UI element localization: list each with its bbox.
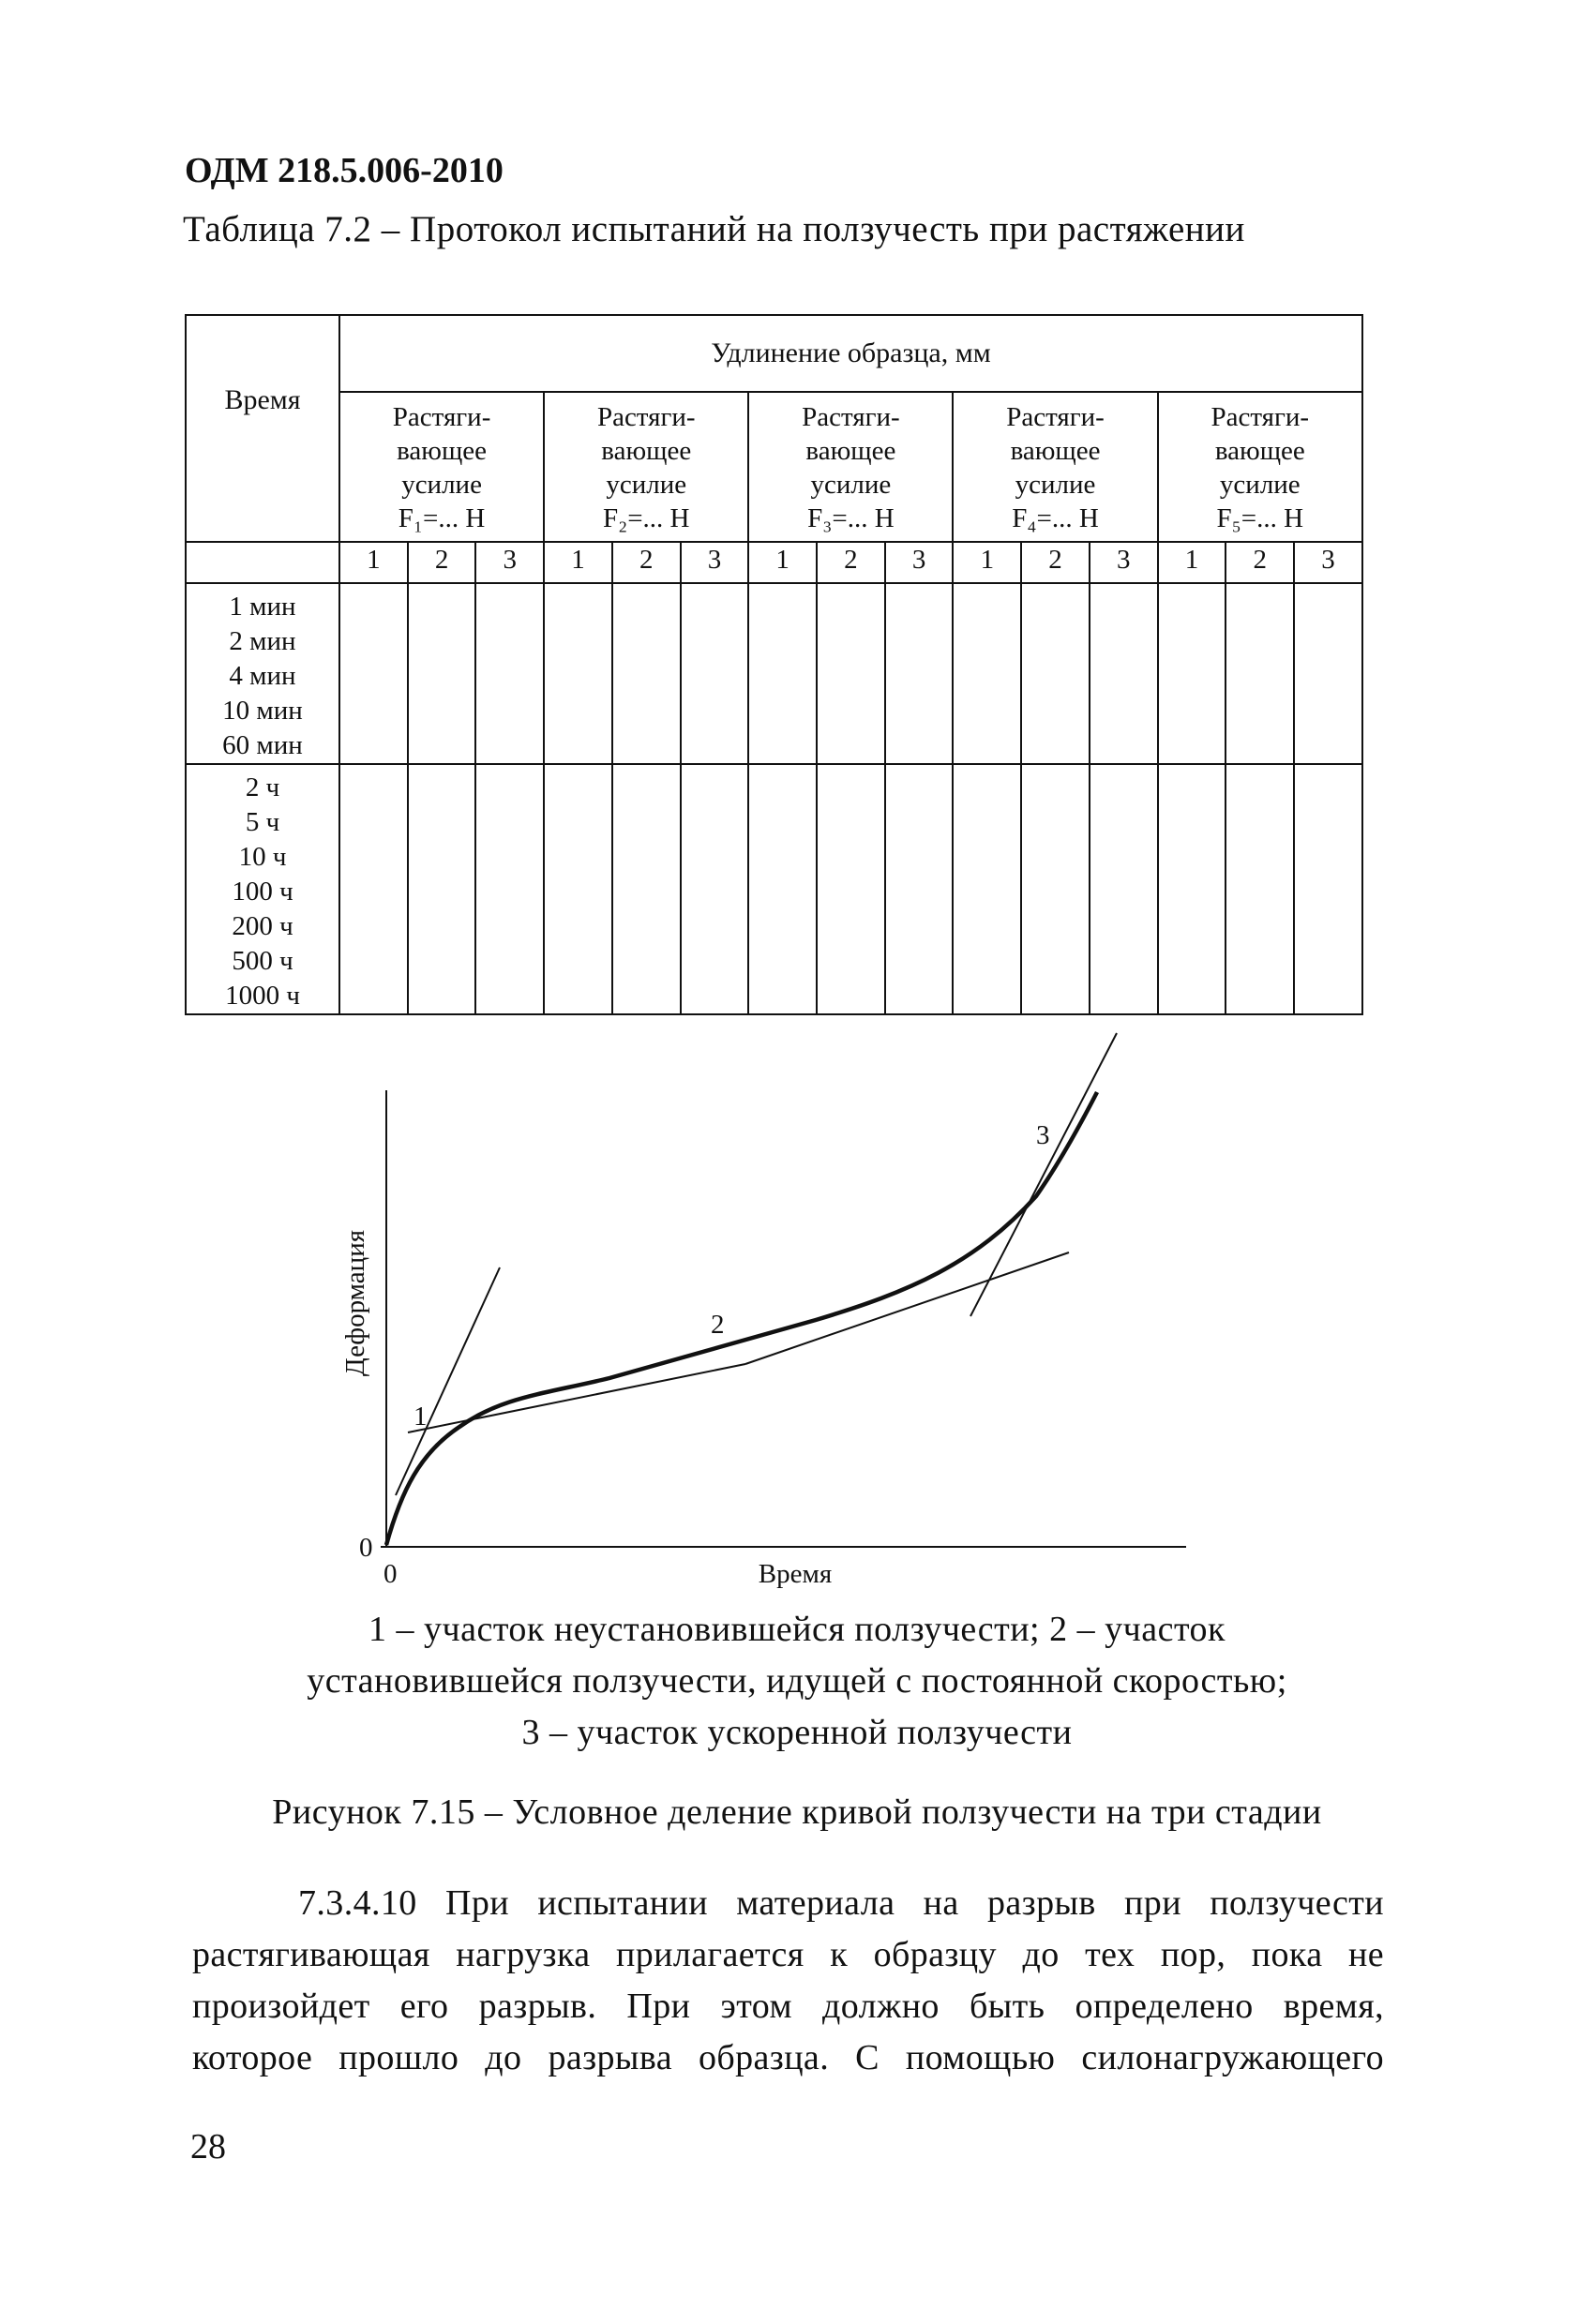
data-row-hours <box>186 764 1362 1014</box>
time-values-cell <box>186 583 339 764</box>
steady-creep-tangent <box>408 1364 745 1432</box>
sample-number-cell: 1 <box>544 542 612 583</box>
elongation-cell <box>1090 583 1158 764</box>
sample-number-cell: 2 <box>1021 542 1090 583</box>
time-value: 500 ч <box>232 946 293 976</box>
elongation-cell <box>1090 764 1158 1014</box>
force-header-row <box>186 392 1362 542</box>
force-label-line: усилие <box>1015 470 1096 500</box>
primary-creep-tangent <box>396 1267 500 1495</box>
table-header-row <box>186 315 1362 392</box>
sample-number-cell: 2 <box>1226 542 1294 583</box>
elongation-cell <box>1226 583 1294 764</box>
elongation-cell <box>1226 764 1294 1014</box>
force-value: F₅=... Н <box>1216 503 1304 533</box>
elongation-cell <box>475 583 544 764</box>
elongation-cell <box>953 764 1021 1014</box>
figure-legend-line: 3 – участок ускоренной ползучести <box>521 1713 1073 1752</box>
force-header-4 <box>953 392 1157 542</box>
sample-number-cell: 2 <box>408 542 476 583</box>
time-value: 1000 ч <box>225 981 300 1011</box>
sample-number-cell: 2 <box>612 542 681 583</box>
elongation-cell <box>681 764 749 1014</box>
stage-1-label: 1 <box>414 1402 428 1432</box>
elongation-cell <box>1294 583 1362 764</box>
time-value: 4 мин <box>229 661 296 691</box>
sample-number-cell: 3 <box>885 542 954 583</box>
force-label-line: усилие <box>401 470 482 500</box>
elongation-cell <box>475 764 544 1014</box>
sample-number-cell: 1 <box>953 542 1021 583</box>
force-label-line: Растяги- <box>1006 402 1105 432</box>
force-label-line: Растяги- <box>392 402 491 432</box>
force-label-line: Растяги- <box>802 402 900 432</box>
elongation-cell <box>544 764 612 1014</box>
force-label-line: вающее <box>397 436 488 466</box>
elongation-cell <box>1158 764 1226 1014</box>
stage-3-label: 3 <box>1036 1120 1050 1150</box>
elongation-cell <box>748 583 817 764</box>
elongation-cell <box>817 583 885 764</box>
elongation-cell <box>612 583 681 764</box>
elongation-cell <box>681 583 749 764</box>
force-value: F₁=... Н <box>398 503 486 533</box>
force-label-line: вающее <box>805 436 896 466</box>
elongation-cell <box>339 764 408 1014</box>
y-axis-label: Деформация <box>340 1229 370 1377</box>
force-header-3 <box>748 392 953 542</box>
accelerated-creep-tangent <box>970 1033 1117 1316</box>
elongation-cell <box>748 764 817 1014</box>
elongation-cell <box>817 764 885 1014</box>
time-value: 1 мин <box>229 592 296 622</box>
steady-creep-tangent-upper <box>745 1252 1069 1364</box>
elongation-cell <box>885 583 954 764</box>
sample-number-cell: 1 <box>339 542 408 583</box>
force-label-line: вающее <box>601 436 692 466</box>
elongation-cell <box>1294 764 1362 1014</box>
elongation-group-header: Удлинение образца, мм <box>339 315 1362 392</box>
sample-number-cell: 3 <box>681 542 749 583</box>
force-header-5 <box>1158 392 1362 542</box>
time-value: 2 ч <box>245 772 280 802</box>
time-value: 5 ч <box>245 807 280 837</box>
empty-cell <box>186 542 339 583</box>
elongation-cell <box>885 764 954 1014</box>
elongation-cell <box>544 583 612 764</box>
page-number: 28 <box>190 2127 226 2167</box>
creep-curve <box>386 1092 1097 1545</box>
sample-number-cell: 3 <box>475 542 544 583</box>
sample-number-cell: 3 <box>1294 542 1362 583</box>
creep-curve-figure <box>319 1022 1210 1594</box>
force-label-line: вающее <box>1214 436 1305 466</box>
elongation-cell <box>408 764 476 1014</box>
force-header-2 <box>544 392 748 542</box>
force-value: F₃=... Н <box>807 503 895 533</box>
stage-2-label: 2 <box>711 1310 725 1340</box>
figure-legend-line: 1 – участок неустановившейся ползучести; 2 – участок <box>368 1610 1226 1649</box>
time-values-cell <box>186 764 339 1014</box>
elongation-cell <box>612 764 681 1014</box>
y-origin-label: 0 <box>359 1533 373 1563</box>
time-value: 100 ч <box>232 877 293 907</box>
x-origin-label: 0 <box>383 1559 398 1589</box>
paragraph-line: 7.3.4.10 При испытании материала на разрыв при ползучести <box>298 1883 1384 1923</box>
figure-legend-line: установившейся ползучести, идущей с постоянной скоростью; <box>307 1661 1287 1701</box>
elongation-cell <box>408 583 476 764</box>
x-axis-label: Время <box>758 1559 833 1589</box>
force-label-line: Растяги- <box>596 402 696 432</box>
force-value: F₂=... Н <box>602 503 690 533</box>
paragraph-line: произойдет его разрыв. При этом должно быть определено время, <box>192 1987 1384 2026</box>
force-label-line: усилие <box>810 470 892 500</box>
force-label-line: вающее <box>1010 436 1101 466</box>
elongation-cell <box>1158 583 1226 764</box>
sample-number-cell: 1 <box>1158 542 1226 583</box>
time-value: 10 ч <box>238 842 287 872</box>
force-label-line: усилие <box>1219 470 1301 500</box>
paragraph-line: которое прошло до разрыва образца. С помощью силонагружающего <box>192 2038 1384 2077</box>
sample-number-cell: 3 <box>1090 542 1158 583</box>
force-header-1 <box>339 392 544 542</box>
time-value: 200 ч <box>232 911 293 941</box>
elongation-cell <box>339 583 408 764</box>
table-caption: Таблица 7.2 – Протокол испытаний на ползучесть при растяжении <box>183 209 1245 249</box>
time-value: 60 мин <box>222 730 303 760</box>
sample-number-cell: 1 <box>748 542 817 583</box>
time-value: 10 мин <box>222 696 303 726</box>
elongation-cell <box>1021 764 1090 1014</box>
force-label-line: Растяги- <box>1211 402 1310 432</box>
time-column-header: Время <box>186 315 339 542</box>
document-id: ОДМ 218.5.006-2010 <box>185 151 504 190</box>
elongation-cell <box>953 583 1021 764</box>
data-row-minutes <box>186 583 1362 764</box>
sample-number-row <box>186 542 1362 583</box>
elongation-cell <box>1021 583 1090 764</box>
figure-caption: Рисунок 7.15 – Условное деление кривой ползучести на три стадии <box>272 1792 1322 1832</box>
force-label-line: усилие <box>606 470 687 500</box>
force-value: F₄=... Н <box>1012 503 1099 533</box>
time-value: 2 мин <box>229 626 296 656</box>
paragraph-line: растягивающая нагрузка прилагается к образцу до тех пор, пока не <box>192 1935 1384 1974</box>
creep-test-protocol-table <box>185 314 1363 1015</box>
sample-number-cell: 2 <box>817 542 885 583</box>
